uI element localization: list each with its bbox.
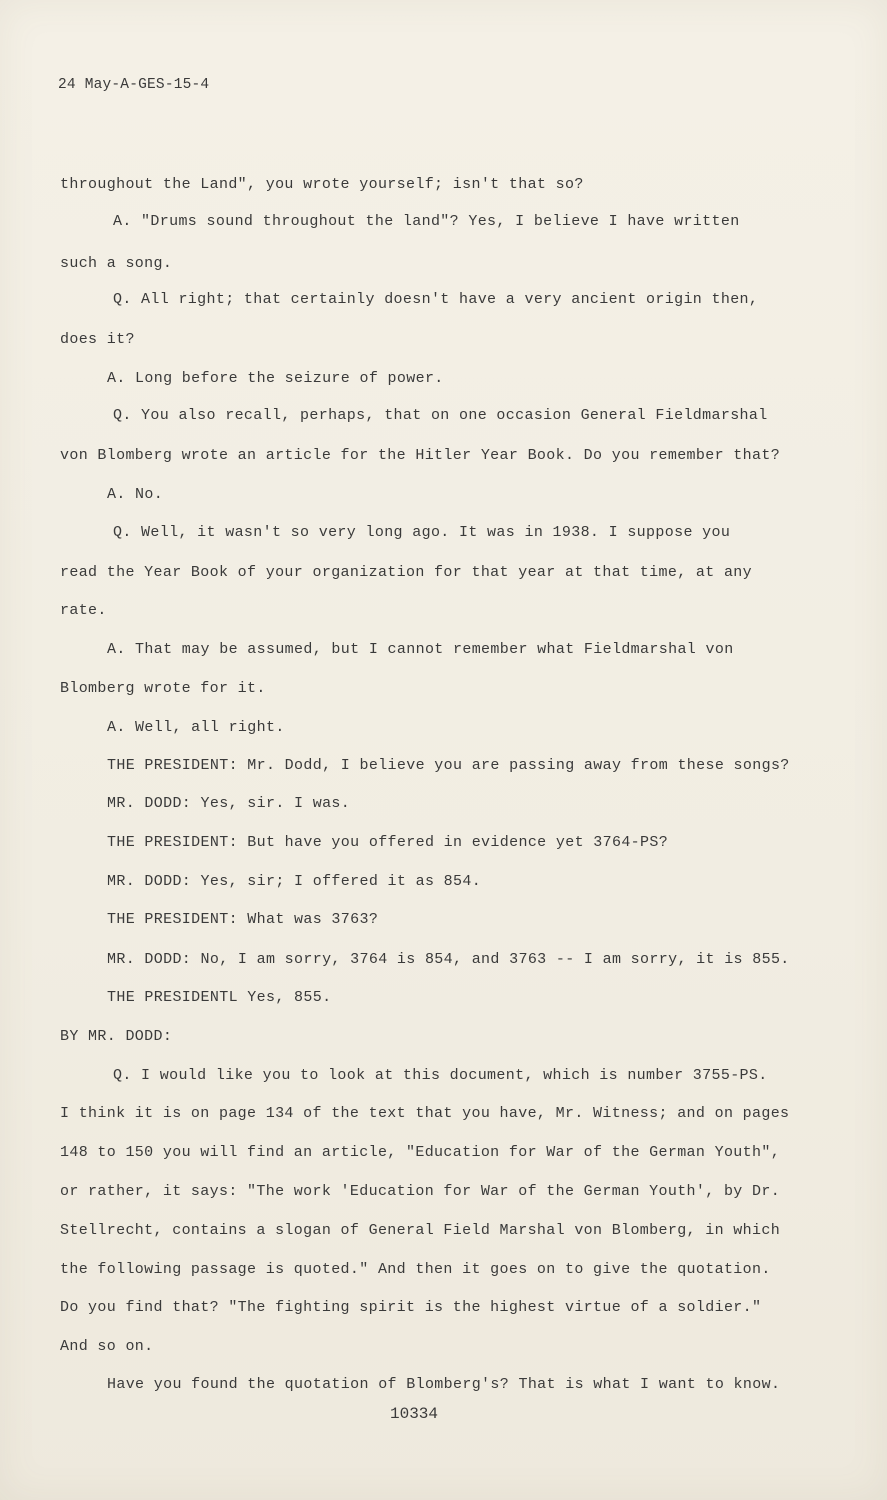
text-line-15: A. Well, all right. [107,719,285,736]
text-line-9: A. No. [107,486,164,503]
text-line-26: 148 to 150 you will find an article, "Education for War of the German Youth", [60,1144,781,1161]
text-line-17: MR. DODD: Yes, sir. I was. [107,795,351,812]
text-line-11: read the Year Book of your organization for that year at that time, at any [60,564,753,581]
document-header: 24 May-A-GES-15-4 [58,77,210,93]
text-line-4: Q. All right; that certainly doesn't have a very ancient origin then, [113,291,759,308]
text-line-31: And so on. [60,1338,154,1355]
text-line-16: THE PRESIDENT: Mr. Dodd, I believe you are passing away from these songs? [107,757,790,774]
text-line-8: von Blomberg wrote an article for the Hitler Year Book. Do you remember that? [60,447,781,464]
text-line-29: the following passage is quoted." And then it goes on to give the quotation. [60,1261,771,1278]
text-line-27: or rather, it says: "The work 'Education for War of the German Youth', by Dr. [60,1183,781,1200]
text-line-20: THE PRESIDENT: What was 3763? [107,911,379,928]
text-line-18: THE PRESIDENT: But have you offered in evidence yet 3764-PS? [107,834,669,851]
text-line-24: Q. I would like you to look at this document, which is number 3755-PS. [113,1067,768,1084]
text-line-5: does it? [60,331,135,348]
text-line-32: Have you found the quotation of Blomberg's? That is what I want to know. [107,1376,781,1393]
text-line-12: rate. [60,602,107,619]
text-line-3: such a song. [60,255,173,272]
text-line-25: I think it is on page 134 of the text that you have, Mr. Witness; and on pages [60,1105,790,1122]
text-line-19: MR. DODD: Yes, sir; I offered it as 854. [107,873,482,890]
text-line-7: Q. You also recall, perhaps, that on one occasion General Fieldmarshal [113,407,768,424]
text-line-10: Q. Well, it wasn't so very long ago. It was in 1938. I suppose you [113,524,731,541]
text-line-14: Blomberg wrote for it. [60,680,266,697]
text-line-23: BY MR. DODD: [60,1028,173,1045]
text-line-28: Stellrecht, contains a slogan of General Field Marshal von Blomberg, in which [60,1222,781,1239]
text-line-13: A. That may be assumed, but I cannot remember what Fieldmarshal von [107,641,734,658]
text-line-1: throughout the Land", you wrote yourself; isn't that so? [60,176,584,193]
text-line-30: Do you find that? "The fighting spirit is the highest virtue of a soldier." [60,1299,762,1316]
text-line-21: MR. DODD: No, I am sorry, 3764 is 854, and 3763 -- I am sorry, it is 855. [107,951,790,968]
page-number: 10334 [390,1405,439,1423]
text-line-2: A. "Drums sound throughout the land"? Yes, I believe I have written [113,213,740,230]
text-line-6: A. Long before the seizure of power. [107,370,444,387]
text-line-22: THE PRESIDENTL Yes, 855. [107,989,332,1006]
